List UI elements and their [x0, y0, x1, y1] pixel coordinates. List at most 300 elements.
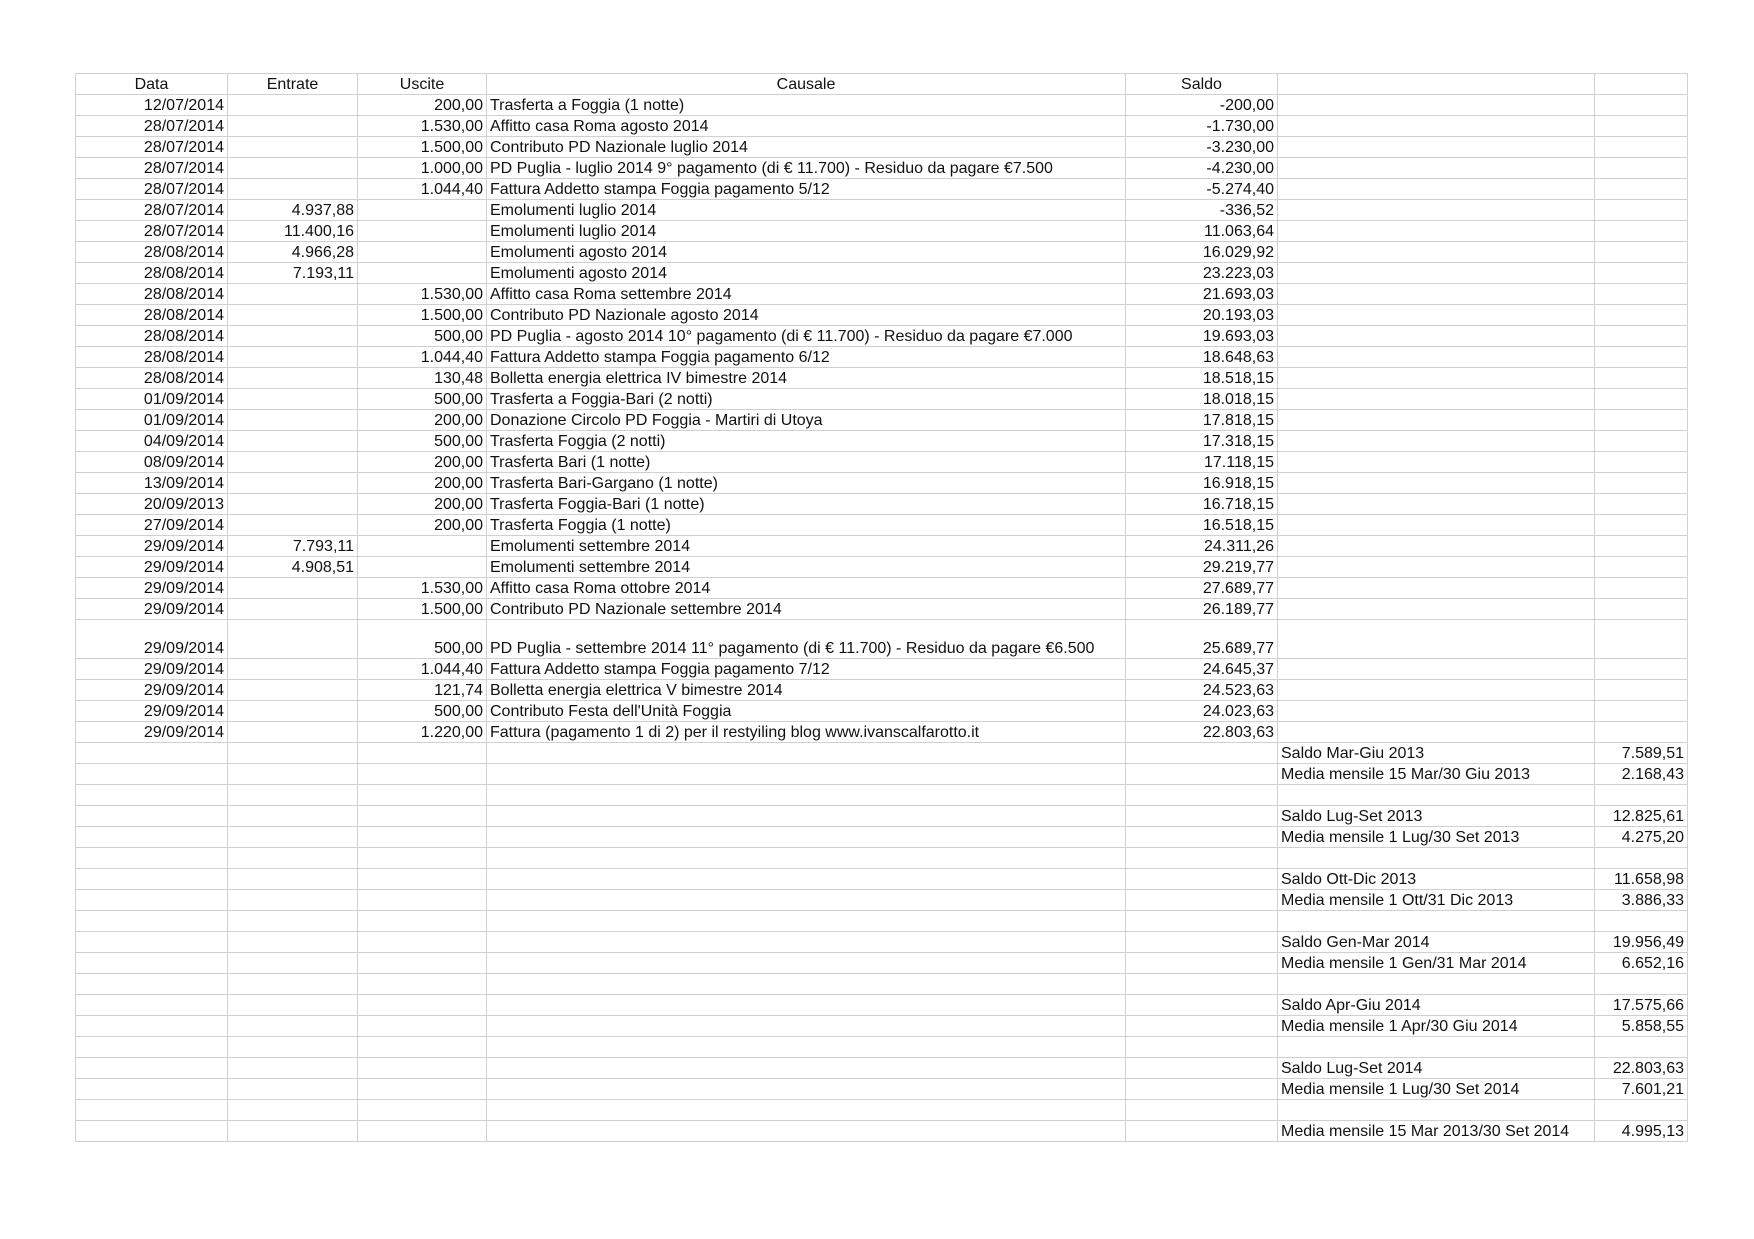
cell-summary-value	[1595, 95, 1688, 116]
cell-uscite: 200,00	[358, 515, 487, 536]
cell-summary-value	[1595, 431, 1688, 452]
cell-saldo	[1126, 827, 1278, 848]
cell-summary-label	[1278, 263, 1595, 284]
cell-uscite: 1.530,00	[358, 578, 487, 599]
cell-entrate: 4.937,88	[228, 200, 358, 221]
table-row	[76, 911, 1688, 932]
table-row	[76, 473, 1688, 494]
cell-uscite: 1.500,00	[358, 137, 487, 158]
cell-entrate	[228, 932, 358, 953]
cell-data: 12/07/2014	[76, 95, 228, 116]
cell-uscite: 200,00	[358, 494, 487, 515]
cell-summary-value	[1595, 974, 1688, 995]
cell-entrate	[228, 431, 358, 452]
cell-summary-value: 4.275,20	[1595, 827, 1688, 848]
cell-causale: Emolumenti settembre 2014	[487, 536, 1126, 557]
cell-summary-label	[1278, 911, 1595, 932]
cell-saldo	[1126, 1058, 1278, 1079]
cell-summary-label	[1278, 200, 1595, 221]
table-row	[76, 785, 1688, 806]
cell-uscite: 500,00	[358, 620, 487, 659]
cell-data: 29/09/2014	[76, 680, 228, 701]
cell-entrate	[228, 578, 358, 599]
cell-uscite	[358, 1058, 487, 1079]
cell-saldo: 17.318,15	[1126, 431, 1278, 452]
cell-causale	[487, 953, 1126, 974]
cell-summary-label	[1278, 785, 1595, 806]
cell-summary-value: 2.168,43	[1595, 764, 1688, 785]
cell-causale: Contributo PD Nazionale luglio 2014	[487, 137, 1126, 158]
table-row	[76, 680, 1688, 701]
cell-uscite	[358, 263, 487, 284]
cell-summary-value	[1595, 911, 1688, 932]
cell-causale: Contributo Festa dell'Unità Foggia	[487, 701, 1126, 722]
cell-data	[76, 848, 228, 869]
cell-summary-value: 11.658,98	[1595, 869, 1688, 890]
cell-summary-label	[1278, 410, 1595, 431]
cell-summary-value	[1595, 389, 1688, 410]
cell-data: 29/09/2014	[76, 722, 228, 743]
cell-entrate	[228, 911, 358, 932]
table-row	[76, 263, 1688, 284]
cell-entrate	[228, 95, 358, 116]
cell-causale	[487, 869, 1126, 890]
cell-causale	[487, 743, 1126, 764]
cell-data	[76, 1037, 228, 1058]
cell-summary-label: Media mensile 1 Lug/30 Set 2013	[1278, 827, 1595, 848]
cell-entrate: 4.966,28	[228, 242, 358, 263]
cell-causale	[487, 1016, 1126, 1037]
cell-saldo: 18.518,15	[1126, 368, 1278, 389]
cell-uscite: 1.500,00	[358, 599, 487, 620]
cell-causale	[487, 1058, 1126, 1079]
cell-data	[76, 827, 228, 848]
cell-causale	[487, 764, 1126, 785]
cell-summary-label	[1278, 326, 1595, 347]
spreadsheet-body	[76, 74, 1688, 1142]
cell-uscite: 200,00	[358, 452, 487, 473]
table-row	[76, 722, 1688, 743]
table-row	[76, 890, 1688, 911]
cell-causale	[487, 827, 1126, 848]
cell-summary-value	[1595, 1037, 1688, 1058]
cell-saldo	[1126, 743, 1278, 764]
cell-entrate: 7.793,11	[228, 536, 358, 557]
cell-causale: Donazione Circolo PD Foggia - Martiri di Utoya	[487, 410, 1126, 431]
cell-data	[76, 911, 228, 932]
cell-saldo: 20.193,03	[1126, 305, 1278, 326]
cell-saldo	[1126, 1016, 1278, 1037]
cell-summary-value	[1595, 410, 1688, 431]
cell-saldo: 24.645,37	[1126, 659, 1278, 680]
cell-uscite	[358, 200, 487, 221]
cell-saldo: 26.189,77	[1126, 599, 1278, 620]
cell-summary-label	[1278, 659, 1595, 680]
cell-uscite: 1.220,00	[358, 722, 487, 743]
cell-summary-value	[1595, 242, 1688, 263]
cell-entrate	[228, 953, 358, 974]
cell-saldo: 18.018,15	[1126, 389, 1278, 410]
cell-entrate	[228, 995, 358, 1016]
cell-data	[76, 764, 228, 785]
cell-uscite: 500,00	[358, 701, 487, 722]
cell-summary-label: Saldo Gen-Mar 2014	[1278, 932, 1595, 953]
cell-summary-value	[1595, 158, 1688, 179]
cell-data	[76, 869, 228, 890]
cell-summary-label	[1278, 701, 1595, 722]
cell-data: 28/08/2014	[76, 305, 228, 326]
cell-summary-label: Saldo Ott-Dic 2013	[1278, 869, 1595, 890]
cell-summary-label	[1278, 599, 1595, 620]
cell-causale: Emolumenti agosto 2014	[487, 263, 1126, 284]
header-data: Data	[76, 74, 228, 95]
table-row	[76, 1016, 1688, 1037]
cell-summary-value: 7.601,21	[1595, 1079, 1688, 1100]
table-row	[76, 179, 1688, 200]
cell-summary-label	[1278, 1100, 1595, 1121]
cell-causale	[487, 806, 1126, 827]
cell-entrate: 4.908,51	[228, 557, 358, 578]
cell-summary-value: 22.803,63	[1595, 1058, 1688, 1079]
table-row	[76, 701, 1688, 722]
cell-summary-label	[1278, 974, 1595, 995]
cell-causale: Emolumenti luglio 2014	[487, 221, 1126, 242]
cell-entrate	[228, 410, 358, 431]
cell-saldo: 16.518,15	[1126, 515, 1278, 536]
table-row	[76, 599, 1688, 620]
cell-summary-value	[1595, 284, 1688, 305]
cell-summary-label: Saldo Lug-Set 2014	[1278, 1058, 1595, 1079]
table-row	[76, 368, 1688, 389]
cell-data: 28/08/2014	[76, 368, 228, 389]
cell-causale: Fattura Addetto stampa Foggia pagamento 7/12	[487, 659, 1126, 680]
cell-summary-label	[1278, 515, 1595, 536]
cell-summary-value: 17.575,66	[1595, 995, 1688, 1016]
cell-data: 29/09/2014	[76, 557, 228, 578]
header-uscite: Uscite	[358, 74, 487, 95]
cell-entrate	[228, 1058, 358, 1079]
cell-summary-label	[1278, 452, 1595, 473]
cell-saldo: 17.818,15	[1126, 410, 1278, 431]
cell-summary-value	[1595, 263, 1688, 284]
cell-uscite	[358, 995, 487, 1016]
table-row	[76, 158, 1688, 179]
cell-summary-label	[1278, 389, 1595, 410]
cell-summary-label: Media mensile 15 Mar 2013/30 Set 2014	[1278, 1121, 1595, 1142]
cell-uscite: 1.530,00	[358, 284, 487, 305]
cell-summary-value: 12.825,61	[1595, 806, 1688, 827]
cell-uscite	[358, 1037, 487, 1058]
cell-uscite	[358, 764, 487, 785]
cell-entrate	[228, 473, 358, 494]
cell-saldo	[1126, 1121, 1278, 1142]
cell-saldo	[1126, 764, 1278, 785]
cell-data: 29/09/2014	[76, 701, 228, 722]
cell-uscite: 121,74	[358, 680, 487, 701]
cell-data	[76, 806, 228, 827]
cell-entrate	[228, 701, 358, 722]
cell-summary-value	[1595, 326, 1688, 347]
cell-entrate	[228, 116, 358, 137]
cell-entrate	[228, 722, 358, 743]
cell-data: 29/09/2014	[76, 659, 228, 680]
cell-summary-value: 19.956,49	[1595, 932, 1688, 953]
cell-summary-label	[1278, 578, 1595, 599]
table-row	[76, 578, 1688, 599]
table-row	[76, 347, 1688, 368]
cell-data	[76, 974, 228, 995]
cell-uscite	[358, 785, 487, 806]
cell-summary-value	[1595, 680, 1688, 701]
cell-saldo: 24.311,26	[1126, 536, 1278, 557]
cell-data: 13/09/2014	[76, 473, 228, 494]
cell-entrate	[228, 890, 358, 911]
cell-uscite: 1.000,00	[358, 158, 487, 179]
cell-causale	[487, 785, 1126, 806]
cell-entrate	[228, 620, 358, 659]
cell-data	[76, 1058, 228, 1079]
cell-summary-label	[1278, 284, 1595, 305]
cell-causale: Trasferta Bari-Gargano (1 notte)	[487, 473, 1126, 494]
cell-summary-value: 3.886,33	[1595, 890, 1688, 911]
cell-summary-label: Media mensile 15 Mar/30 Giu 2013	[1278, 764, 1595, 785]
cell-data	[76, 953, 228, 974]
cell-causale: Affitto casa Roma ottobre 2014	[487, 578, 1126, 599]
table-row	[76, 827, 1688, 848]
cell-saldo	[1126, 848, 1278, 869]
cell-summary-label	[1278, 368, 1595, 389]
cell-saldo	[1126, 1100, 1278, 1121]
cell-saldo: 16.718,15	[1126, 494, 1278, 515]
cell-data: 28/07/2014	[76, 179, 228, 200]
cell-data: 20/09/2013	[76, 494, 228, 515]
cell-uscite	[358, 827, 487, 848]
cell-saldo: 18.648,63	[1126, 347, 1278, 368]
cell-entrate	[228, 1016, 358, 1037]
cell-summary-label	[1278, 1037, 1595, 1058]
cell-uscite: 1.530,00	[358, 116, 487, 137]
cell-uscite: 500,00	[358, 389, 487, 410]
cell-saldo	[1126, 1079, 1278, 1100]
table-row	[76, 116, 1688, 137]
cell-data: 01/09/2014	[76, 389, 228, 410]
cell-data	[76, 1016, 228, 1037]
cell-summary-label	[1278, 620, 1595, 659]
cell-data: 28/08/2014	[76, 284, 228, 305]
cell-entrate	[228, 305, 358, 326]
header-row	[76, 74, 1688, 95]
table-row	[76, 536, 1688, 557]
cell-causale	[487, 1121, 1126, 1142]
cell-saldo: -3.230,00	[1126, 137, 1278, 158]
cell-causale	[487, 1079, 1126, 1100]
cell-saldo	[1126, 911, 1278, 932]
table-row	[76, 200, 1688, 221]
cell-summary-label	[1278, 95, 1595, 116]
cell-entrate	[228, 764, 358, 785]
cell-uscite: 1.500,00	[358, 305, 487, 326]
cell-causale	[487, 974, 1126, 995]
table-row	[76, 1100, 1688, 1121]
cell-summary-value	[1595, 221, 1688, 242]
cell-causale: Emolumenti agosto 2014	[487, 242, 1126, 263]
cell-causale	[487, 890, 1126, 911]
cell-saldo	[1126, 785, 1278, 806]
cell-entrate	[228, 848, 358, 869]
cell-saldo	[1126, 1037, 1278, 1058]
header-summary-value	[1595, 74, 1688, 95]
cell-summary-label	[1278, 347, 1595, 368]
cell-summary-value	[1595, 473, 1688, 494]
cell-summary-label	[1278, 179, 1595, 200]
cell-entrate	[228, 137, 358, 158]
cell-causale: Trasferta a Foggia (1 notte)	[487, 95, 1126, 116]
cell-entrate	[228, 1037, 358, 1058]
cell-causale: Emolumenti settembre 2014	[487, 557, 1126, 578]
spreadsheet	[75, 73, 1688, 1142]
cell-saldo: 24.023,63	[1126, 701, 1278, 722]
cell-causale: Affitto casa Roma settembre 2014	[487, 284, 1126, 305]
header-causale: Causale	[487, 74, 1126, 95]
cell-entrate	[228, 1100, 358, 1121]
cell-data	[76, 1121, 228, 1142]
cell-uscite: 200,00	[358, 95, 487, 116]
cell-summary-label	[1278, 494, 1595, 515]
cell-saldo: 19.693,03	[1126, 326, 1278, 347]
cell-uscite	[358, 890, 487, 911]
cell-causale: PD Puglia - agosto 2014 10° pagamento (di € 11.700) - Residuo da pagare €7.000	[487, 326, 1126, 347]
cell-uscite	[358, 221, 487, 242]
cell-causale	[487, 848, 1126, 869]
cell-uscite	[358, 242, 487, 263]
cell-summary-label	[1278, 536, 1595, 557]
cell-summary-value	[1595, 659, 1688, 680]
table-row	[76, 515, 1688, 536]
cell-saldo	[1126, 953, 1278, 974]
table-row	[76, 284, 1688, 305]
cell-uscite: 1.044,40	[358, 659, 487, 680]
cell-summary-value	[1595, 200, 1688, 221]
cell-saldo	[1126, 995, 1278, 1016]
cell-causale: Fattura Addetto stampa Foggia pagamento 6/12	[487, 347, 1126, 368]
cell-data: 28/07/2014	[76, 221, 228, 242]
cell-summary-value	[1595, 701, 1688, 722]
cell-data: 29/09/2014	[76, 536, 228, 557]
cell-entrate	[228, 284, 358, 305]
table-row	[76, 974, 1688, 995]
header-summary-label	[1278, 74, 1595, 95]
cell-saldo: 24.523,63	[1126, 680, 1278, 701]
cell-data: 29/09/2014	[76, 578, 228, 599]
cell-summary-label: Saldo Lug-Set 2013	[1278, 806, 1595, 827]
table-row	[76, 410, 1688, 431]
cell-uscite	[358, 932, 487, 953]
cell-saldo: -4.230,00	[1126, 158, 1278, 179]
cell-summary-label	[1278, 680, 1595, 701]
cell-summary-label	[1278, 473, 1595, 494]
cell-uscite	[358, 974, 487, 995]
cell-summary-value	[1595, 347, 1688, 368]
cell-entrate	[228, 179, 358, 200]
cell-entrate	[228, 326, 358, 347]
header-saldo: Saldo	[1126, 74, 1278, 95]
cell-uscite	[358, 806, 487, 827]
table-row	[76, 764, 1688, 785]
cell-uscite	[358, 1079, 487, 1100]
cell-data: 01/09/2014	[76, 410, 228, 431]
cell-uscite	[358, 953, 487, 974]
cell-saldo	[1126, 974, 1278, 995]
cell-saldo: 17.118,15	[1126, 452, 1278, 473]
cell-saldo: 25.689,77	[1126, 620, 1278, 659]
cell-summary-value	[1595, 116, 1688, 137]
cell-data: 28/07/2014	[76, 158, 228, 179]
cell-summary-value	[1595, 368, 1688, 389]
table-row	[76, 995, 1688, 1016]
cell-data	[76, 743, 228, 764]
cell-saldo: -336,52	[1126, 200, 1278, 221]
table-row	[76, 1079, 1688, 1100]
cell-saldo: -1.730,00	[1126, 116, 1278, 137]
cell-entrate	[228, 494, 358, 515]
cell-causale: Emolumenti luglio 2014	[487, 200, 1126, 221]
table-row	[76, 389, 1688, 410]
cell-summary-label	[1278, 848, 1595, 869]
cell-entrate	[228, 827, 358, 848]
cell-summary-value	[1595, 1100, 1688, 1121]
cell-uscite	[358, 869, 487, 890]
cell-causale	[487, 1100, 1126, 1121]
cell-summary-value	[1595, 599, 1688, 620]
header-entrate: Entrate	[228, 74, 358, 95]
cell-uscite	[358, 557, 487, 578]
table-row	[76, 1058, 1688, 1079]
cell-uscite	[358, 743, 487, 764]
cell-summary-value	[1595, 536, 1688, 557]
cell-summary-value	[1595, 557, 1688, 578]
cell-saldo: 16.918,15	[1126, 473, 1278, 494]
cell-entrate	[228, 158, 358, 179]
cell-saldo: 29.219,77	[1126, 557, 1278, 578]
cell-entrate	[228, 1079, 358, 1100]
cell-uscite	[358, 911, 487, 932]
cell-data: 28/08/2014	[76, 263, 228, 284]
cell-summary-value: 4.995,13	[1595, 1121, 1688, 1142]
cell-saldo: 16.029,92	[1126, 242, 1278, 263]
table-row	[76, 1037, 1688, 1058]
table-row	[76, 494, 1688, 515]
cell-summary-label	[1278, 431, 1595, 452]
cell-causale: Trasferta a Foggia-Bari (2 notti)	[487, 389, 1126, 410]
cell-data: 28/08/2014	[76, 347, 228, 368]
table-row	[76, 452, 1688, 473]
cell-summary-label: Media mensile 1 Gen/31 Mar 2014	[1278, 953, 1595, 974]
cell-entrate	[228, 1121, 358, 1142]
cell-data: 27/09/2014	[76, 515, 228, 536]
cell-data	[76, 1079, 228, 1100]
cell-causale: Trasferta Foggia (2 notti)	[487, 431, 1126, 452]
cell-saldo: 21.693,03	[1126, 284, 1278, 305]
cell-summary-label	[1278, 116, 1595, 137]
cell-summary-value	[1595, 515, 1688, 536]
cell-entrate	[228, 389, 358, 410]
cell-uscite: 500,00	[358, 326, 487, 347]
cell-entrate	[228, 368, 358, 389]
cell-data: 28/07/2014	[76, 200, 228, 221]
cell-uscite: 200,00	[358, 410, 487, 431]
cell-saldo: -200,00	[1126, 95, 1278, 116]
cell-summary-value	[1595, 305, 1688, 326]
